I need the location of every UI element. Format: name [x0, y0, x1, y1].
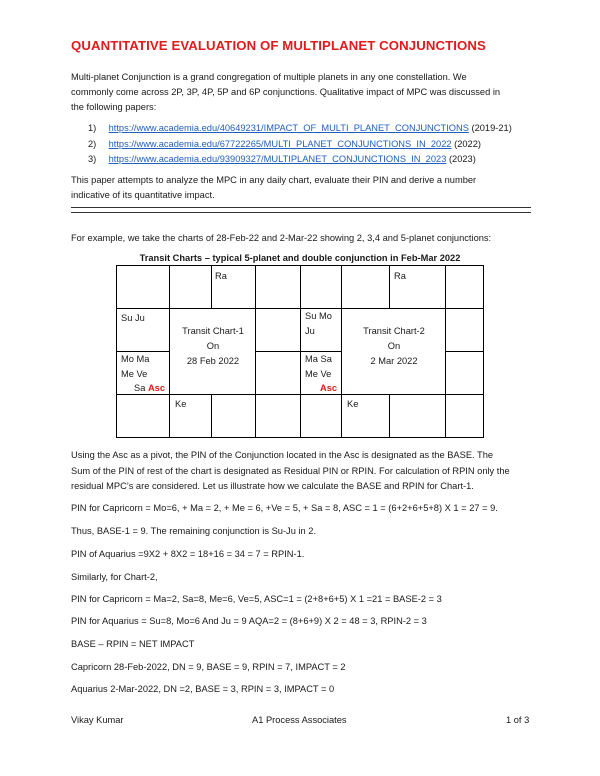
- asc-label: Asc: [147, 383, 166, 393]
- chart-house: [212, 395, 256, 438]
- planet-label-ke: Ke: [347, 399, 359, 409]
- footer-author: Vikay Kumar: [71, 715, 124, 725]
- chart-title-line-1: Transit Chart-1: [182, 326, 244, 336]
- reference-year: (2019-21): [471, 123, 512, 133]
- planet-label-ke: Ke: [175, 399, 187, 409]
- purpose-line-1: This paper attempts to analyze the MPC in any daily chart, evaluate their PIN and derive a number: [71, 175, 477, 185]
- chart-title-line-3: 2 Mar 2022: [370, 356, 418, 366]
- reference-number: 3): [88, 154, 97, 164]
- chart-house: [446, 352, 484, 395]
- reference-link[interactable]: https://www.academia.edu/93909327/MULTIPLANET_CONJUNCTIONS_IN_2023: [108, 154, 447, 164]
- explain-line-3: residual MPC’s are considered. Let us illustrate how we calculate the BASE and RPIN for Chart-1.: [71, 481, 474, 491]
- chart-house: [446, 266, 484, 309]
- reference-year: (2023): [448, 154, 476, 164]
- reference-link[interactable]: https://www.academia.edu/67722265/MULTI_PLANET_CONJUNCTIONS_IN_2022: [108, 139, 452, 149]
- chart-house: [117, 395, 170, 438]
- chart-house: [256, 266, 301, 309]
- intro-line-3: the following papers:: [71, 102, 157, 112]
- reference-number: 2): [88, 139, 97, 149]
- chart-house: [300, 395, 342, 438]
- planet-label-ra: Ra: [394, 271, 406, 281]
- planet-label-sa: Sa: [134, 383, 146, 393]
- chart-house: [446, 309, 484, 352]
- planet-label-suju: Su Ju: [121, 313, 145, 323]
- planet-label-sumo: Su Mo: [305, 311, 332, 321]
- reference-link[interactable]: https://www.academia.edu/40649231/IMPACT_OF_MULTI_PLANET_CONJUNCTIONS: [108, 123, 469, 133]
- page-title: QUANTITATIVE EVALUATION OF MULTIPLANET CONJUNCTIONS: [71, 38, 486, 53]
- intro-line-1: Multi-planet Conjunction is a grand congregation of multiple planets in any one constellation. We: [71, 72, 467, 82]
- calc-line: Aquarius 2-Mar-2022, DN =2, BASE = 3, RPIN = 3, IMPACT = 0: [71, 684, 335, 694]
- example-intro: For example, we take the charts of 28-Feb-22 and 2-Mar-22 showing 2, 3,4 and 5-planet conjunctions:: [71, 233, 492, 243]
- chart-title-line-2: On: [387, 341, 401, 351]
- planet-label-sa-asc: [134, 381, 165, 396]
- chart-house: [256, 395, 301, 438]
- chart-house: [390, 395, 446, 438]
- transit-chart-1: [116, 265, 301, 438]
- planet-label-meve: Me Ve: [305, 369, 332, 379]
- chart-house: [170, 266, 212, 309]
- explain-line-1: Using the Asc as a pivot, the PIN of the Conjunction located in the Asc is designated as the BASE. The: [71, 450, 494, 460]
- calc-line: BASE – RPIN = NET IMPACT: [71, 639, 195, 649]
- planet-label-masa: Ma Sa: [305, 354, 332, 364]
- calc-line: PIN of Aquarius =9X2 + 8X2 = 18+16 = 34 = 7 = RPIN-1.: [71, 549, 305, 559]
- purpose-line-2: indicative of its quantitative impact.: [71, 190, 215, 200]
- calc-line: PIN for Capricorn = Ma=2, Sa=8, Me=6, Ve=5, ASC=1 = (2+8+6+5) X 1 =21 = BASE-2 = 3: [71, 594, 442, 604]
- calc-line: PIN for Capricorn = Mo=6, + Ma = 2, + Me = 6, +Ve = 5, + Sa = 8, ASC = 1 = (6+2+6+5+8) X 1 = 27 = 9.: [71, 503, 498, 513]
- footer-page-number: 1 of 3: [506, 715, 530, 725]
- separator-rule: [71, 207, 531, 213]
- chart-house: [300, 266, 342, 309]
- calc-line: Capricorn 28-Feb-2022, DN = 9, BASE = 9, RPIN = 7, IMPACT = 2: [71, 662, 346, 672]
- reference-item: [88, 121, 548, 136]
- reference-year: (2022): [454, 139, 481, 149]
- footer-org: A1 Process Associates: [252, 715, 347, 725]
- explain-line-2: Sum of the PIN of rest of the chart is designated as Residual PIN or RPIN. For calculation of RPIN only the: [71, 466, 510, 476]
- chart-house: [256, 352, 301, 395]
- planet-label-ra: Ra: [215, 271, 227, 281]
- calc-line: PIN for Aquarius = Su=8, Mo=6 And Ju = 9 AQA=2 = (8+6+9) X 2 = 48 = 3, RPIN-2 = 3: [71, 616, 427, 626]
- chart-house: [256, 309, 301, 352]
- intro-line-2: commonly come across 2P, 3P, 4P, 5P and 6P conjunctions. Qualitative impact of MPC was discussed in: [71, 87, 501, 97]
- reference-item: [88, 137, 548, 152]
- chart-title-line-1: Transit Chart-2: [363, 326, 425, 336]
- chart-title-line-3: 28 Feb 2022: [186, 356, 240, 366]
- table-caption: Transit Charts – typical 5-planet and double conjunction in Feb-Mar 2022: [139, 253, 461, 263]
- transit-chart-2: [300, 265, 484, 438]
- calc-line: Similarly, for Chart-2,: [71, 572, 158, 582]
- chart-house: [342, 266, 390, 309]
- planet-label-ju: Ju: [305, 326, 315, 336]
- planet-label-meve: Me Ve: [121, 369, 148, 379]
- asc-label: Asc: [320, 383, 338, 393]
- reference-item: [88, 152, 548, 167]
- chart-house: [446, 395, 484, 438]
- chart-house: [117, 266, 170, 309]
- reference-number: 1): [88, 123, 97, 133]
- planet-label-moma: Mo Ma: [121, 354, 150, 364]
- calc-line: Thus, BASE-1 = 9. The remaining conjunction is Su-Ju in 2.: [71, 526, 317, 536]
- chart-title-line-2: On: [206, 341, 220, 351]
